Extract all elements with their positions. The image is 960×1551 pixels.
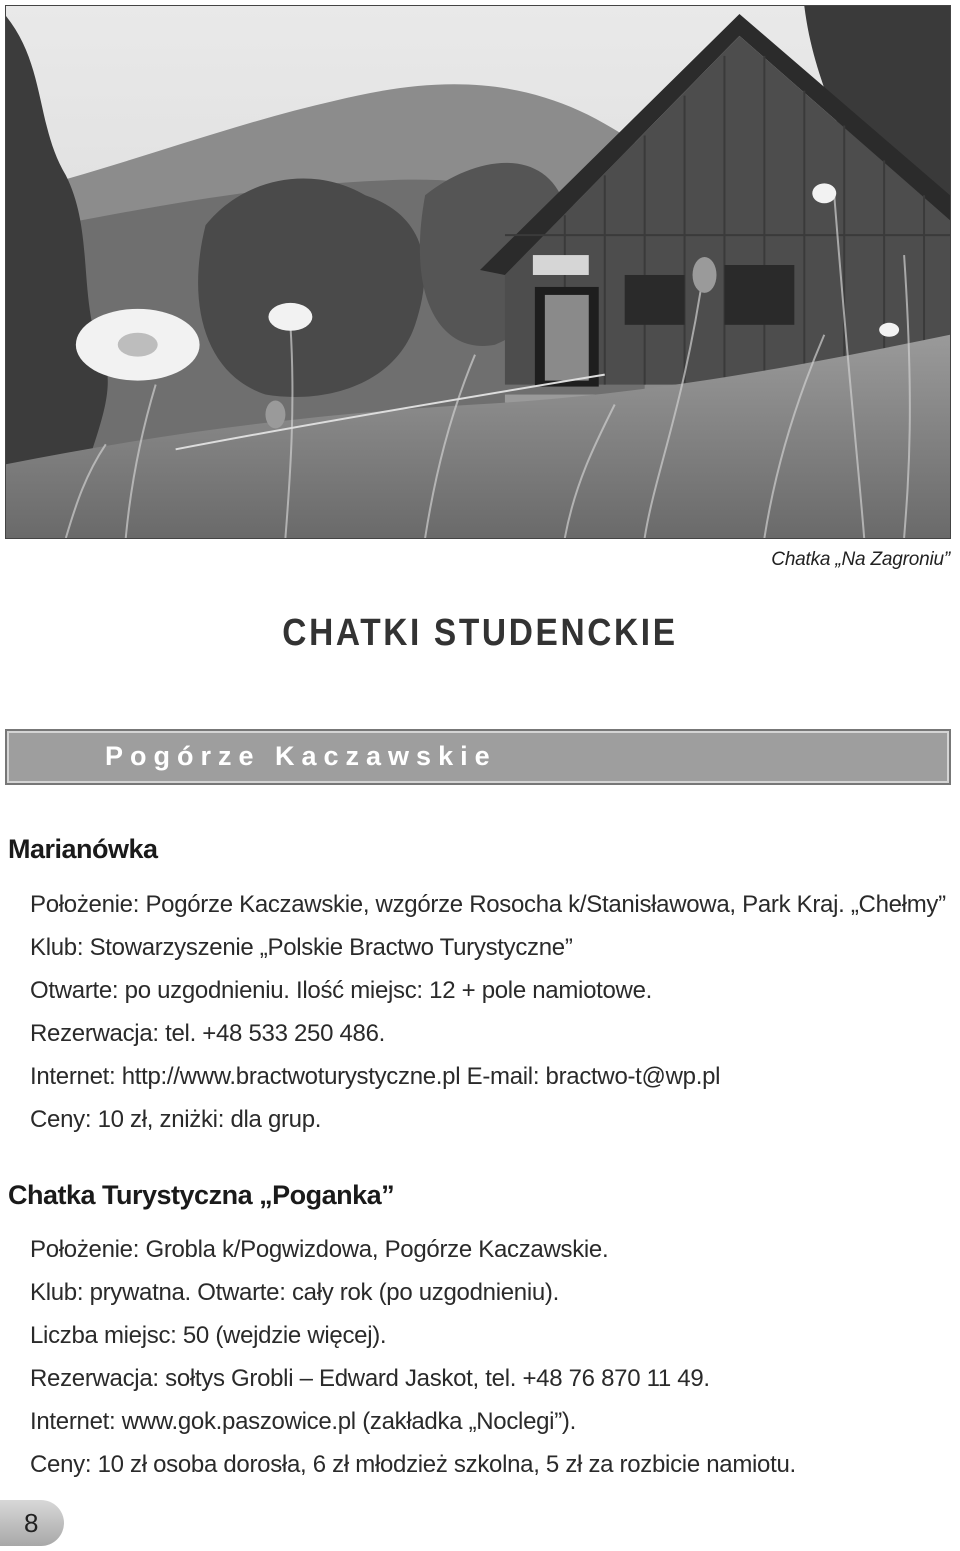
entry-line-location: Położenie: Grobla k/Pogwizdowa, Pogórze Kaczawskie. bbox=[30, 1236, 609, 1263]
entry-title-poganka: Chatka Turystyczna „Poganka” bbox=[8, 1180, 395, 1210]
page-number: 8 bbox=[24, 1508, 39, 1538]
region-bar bbox=[5, 729, 951, 785]
entry-line-prices: Ceny: 10 zł, zniżki: dla grup. bbox=[30, 1106, 322, 1133]
region-name: Pogórze Kaczawskie bbox=[105, 741, 497, 771]
entry-line-location: Położenie: Pogórze Kaczawskie, wzgórze Rosocha k/Stanisławowa, Park Kraj. „Chełmy” bbox=[30, 891, 946, 918]
photo-caption: Chatka „Na Zagroniu” bbox=[771, 549, 950, 570]
entry-line-reservation: Rezerwacja: sołtys Grobli – Edward Jaskot, tel. +48 76 870 11 49. bbox=[30, 1365, 710, 1392]
page-number-tab bbox=[0, 1500, 64, 1546]
section-title: CHATKI STUDENCKIE bbox=[282, 612, 678, 654]
entry-line-prices: Ceny: 10 zł osoba dorosła, 6 zł młodzież szkolna, 5 zł za rozbicie namiotu. bbox=[30, 1451, 796, 1478]
entry-line-club: Klub: Stowarzyszenie „Polskie Bractwo Turystyczne” bbox=[30, 934, 573, 961]
entry-line-internet: Internet: www.gok.paszowice.pl (zakładka „Noclegi”). bbox=[30, 1408, 576, 1435]
entry-line-club: Klub: prywatna. Otwarte: cały rok (po uzgodnieniu). bbox=[30, 1279, 559, 1306]
entry-details-marianowka bbox=[30, 883, 946, 1141]
entry-line-opening: Otwarte: po uzgodnieniu. Ilość miejsc: 12 + pole namiotowe. bbox=[30, 977, 652, 1004]
entry-line-reservation: Rezerwacja: tel. +48 533 250 486. bbox=[30, 1020, 386, 1047]
hut-photo-illustration bbox=[6, 6, 950, 538]
entry-line-capacity: Liczba miejsc: 50 (wejdzie więcej). bbox=[30, 1322, 387, 1349]
entry-details-poganka bbox=[30, 1228, 796, 1486]
hut-photo bbox=[5, 5, 951, 539]
entry-title-marianowka: Marianówka bbox=[8, 834, 158, 864]
entry-line-internet: Internet: http://www.bractwoturystyczne.pl E-mail: bractwo-t@wp.pl bbox=[30, 1063, 721, 1090]
